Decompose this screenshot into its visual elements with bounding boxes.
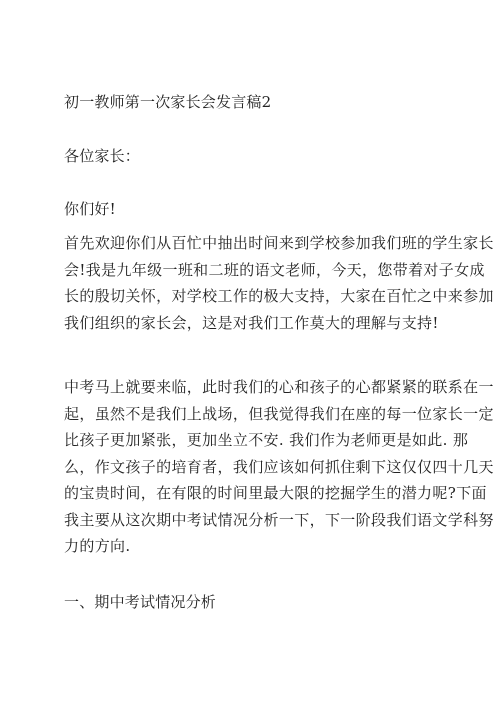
paragraph-line: 么，作文孩子的培育者，我们应该如何抓住剩下这仅仅四十几天 [64, 457, 494, 476]
paragraph-line: 力的方向. [64, 537, 131, 555]
paragraph-exam [64, 374, 494, 560]
greeting: 你们好! [64, 200, 116, 218]
paragraph-line: 长的殷切关怀，对学校工作的极大支持，大家在百忙之中来参加 [64, 287, 494, 305]
paragraph-line: 中考马上就要来临，此时我们的心和孩子的心都紧紧的联系在一 [64, 378, 494, 396]
document-title: 初一教师第一次家长会发言稿2 [64, 93, 272, 111]
salutation: 各位家长： [64, 147, 141, 165]
paragraph-line: 比孩子更加紧张，更加坐立不安. 我们作为老师更是如此. 那 [64, 431, 469, 449]
paragraph-line: 首先欢迎你们从百忙中抽出时间来到学校参加我们班的学生家长 [64, 234, 494, 252]
paragraph-line: 会!我是九年级一班和二班的语文老师，今天，您带着对子女成 [64, 260, 485, 279]
paragraph-line: 我主要从这次期中考试情况分析一下，下一阶段我们语文学科努 [64, 510, 494, 529]
paragraph-line: 起，虽然不是我们上战场，但我觉得我们在座的每一位家长一定 [64, 404, 494, 423]
section-heading: 一、期中考试情况分析 [64, 593, 217, 611]
paragraph-welcome [64, 230, 494, 336]
paragraph-line: 的宝贵时间，在有限的时间里最大限的挖掘学生的潜力呢?下面 [64, 484, 487, 502]
paragraph-line: 我们组织的家长会，这是对我们工作莫大的理解与支持! [64, 313, 439, 332]
